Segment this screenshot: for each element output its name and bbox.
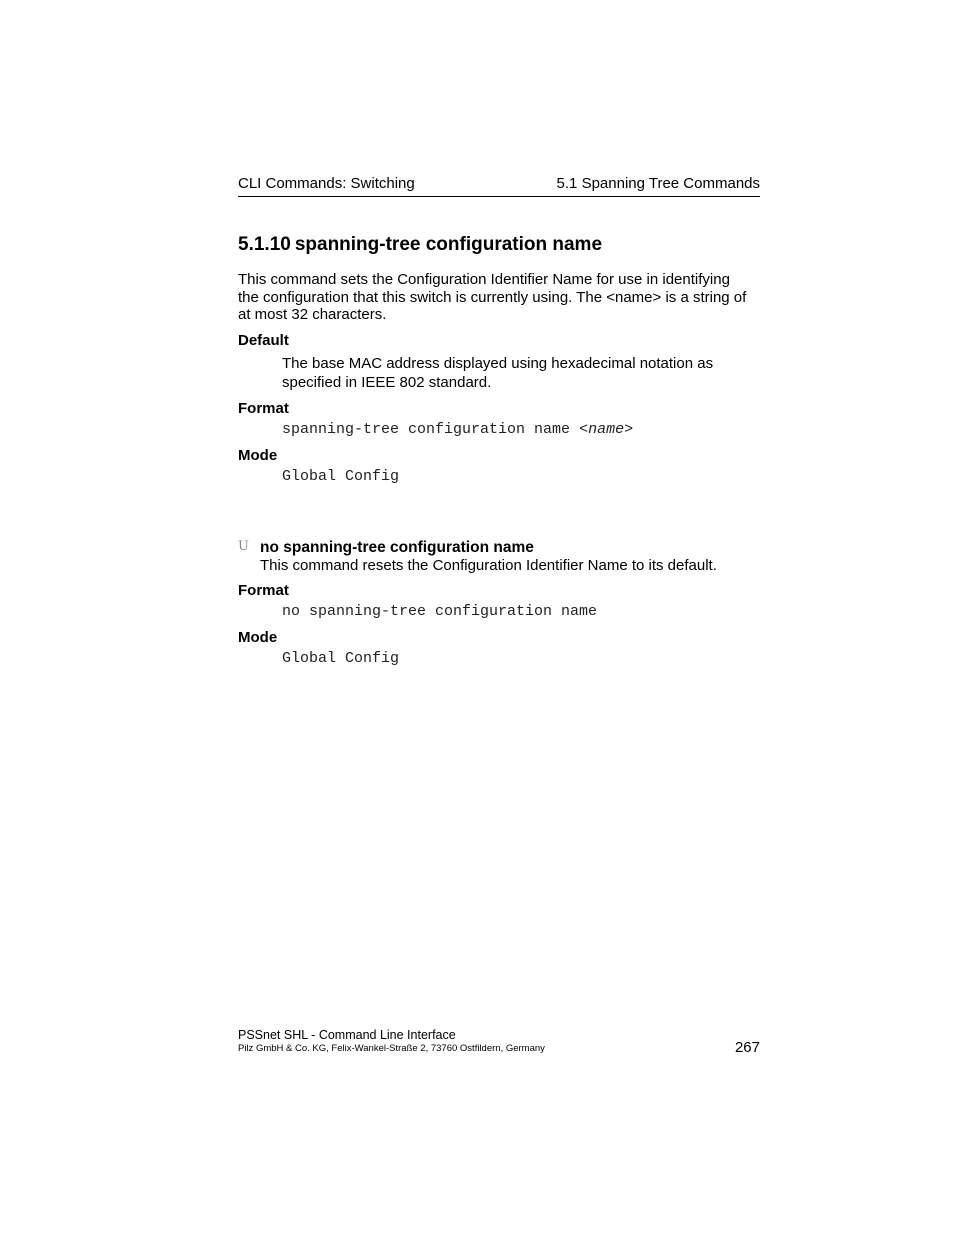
format-command	[282, 421, 633, 439]
no-command-title: no spanning-tree configuration name	[260, 539, 534, 556]
format-command-text: spanning-tree configuration name	[282, 421, 580, 438]
format-param: <name>	[579, 421, 634, 438]
footer-title: PSSnet SHL - Command Line Interface	[238, 1028, 456, 1042]
no-mode-value: Global Config	[282, 650, 400, 667]
mode-label: Mode	[238, 447, 278, 464]
running-header-right: 5.1 Spanning Tree Commands	[556, 175, 760, 192]
default-line: specified in IEEE 802 standard.	[282, 374, 492, 391]
header-rule	[238, 196, 760, 197]
default-line: The base MAC address displayed using hexadecimal notation as	[282, 355, 714, 372]
no-format-command: no spanning-tree configuration name	[282, 603, 598, 620]
section-number: 5.1.10	[238, 234, 291, 255]
no-format-label: Format	[238, 582, 289, 599]
intro-line: the configuration that this switch is currently using. The <name> is a string of	[238, 288, 747, 306]
default-label: Default	[238, 332, 289, 349]
mode-value: Global Config	[282, 468, 400, 485]
page-number: 267	[734, 1039, 760, 1056]
section-heading	[238, 233, 602, 257]
no-mode-label: Mode	[238, 629, 278, 646]
format-label: Format	[238, 400, 289, 417]
bullet-marker: U	[238, 539, 249, 554]
no-command-description: This command resets the Configuration Identifier Name to its default.	[260, 557, 717, 574]
intro-line: at most 32 characters.	[238, 306, 387, 323]
intro-line: This command sets the Configuration Identifier Name for use in identifying	[238, 271, 730, 288]
default-text	[282, 354, 713, 392]
footer-address: Pilz GmbH & Co. KG, Felix-Wankel-Straße 2, 73760 Ostfildern, Germany	[238, 1043, 545, 1054]
section-title: spanning-tree configuration name	[294, 234, 603, 255]
intro-paragraph	[238, 271, 762, 324]
running-header-left: CLI Commands: Switching	[238, 175, 415, 192]
